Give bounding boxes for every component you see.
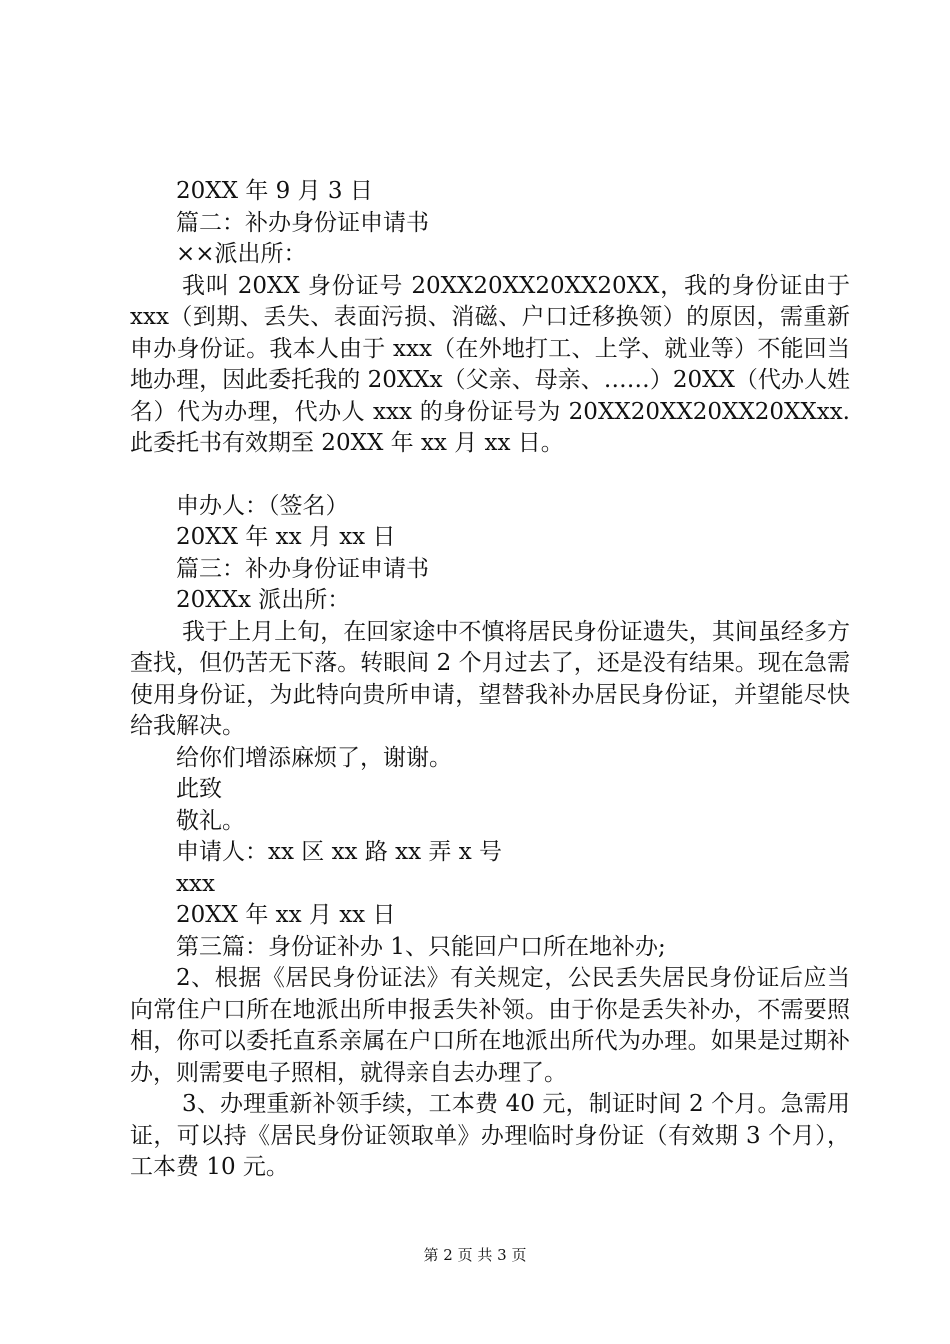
page-footer: 第 2 页 共 3 页 [423, 1246, 527, 1264]
applicant-address: 申请人：xx 区 xx 路 xx 弄 x 号 [176, 839, 502, 865]
date-line: 20XX 年 xx 月 xx 日 [176, 902, 396, 928]
section-heading: 篇二：补办身份证申请书 [176, 209, 429, 236]
date-line: 20XX 年 xx 月 xx 日 [176, 524, 396, 550]
body-paragraph: 2、根据《居民身份证法》有关规定，公民丢失居民身份证后应当向常住户口所在地派出所申报丢失补领。由于你是丢失补办，不需要照相，你可以委托直系亲属在户口所在地派出所代为办理。如果是过期补办，则需要电子照相，就得亲自去办理了。 [130, 965, 850, 1086]
addressee: ××派出所： [176, 241, 307, 267]
addressee: 20XXx 派出所： [176, 587, 351, 613]
blank-line [130, 460, 850, 491]
section-heading: 第三篇：身份证补办 1、只能回户口所在地补办; [176, 933, 666, 960]
thanks-line: 给你们增添麻烦了，谢谢。 [176, 744, 452, 771]
closing-line: 敬礼。 [176, 807, 245, 834]
body-paragraph: 我叫 20XX 身份证号 20XX20XX20XX20XX，我的身份证由于 xxx（到期、丢失、表面污损、消磁、户口迁移换领）的原因，需重新申办身份证。我本人由于 xxx（在外地打工、上学、就业等）不能回当地办理，因此委托我的 20XXx（父亲、母亲、……）20XX（代办人姓名）代为办理，代办人 xxx 的身份证号为 20XX20XX20XX20XXxx.此委托书有效期至 20XX 年 xx 月 xx 日。 [130, 272, 850, 456]
section-heading: 篇三：补办身份证申请书 [176, 555, 429, 582]
body-paragraph: 3、办理重新补领手续，工本费 40 元，制证时间 2 个月。急需用证，可以持《居民身份证领取单》办理临时身份证（有效期 3 个月），工本费 10 元。 [130, 1091, 850, 1180]
applicant-name: xxx [176, 870, 215, 897]
document-body [130, 176, 850, 1184]
body-paragraph: 我于上月上旬，在回家途中不慎将居民身份证遗失，其间虽经多方查找，但仍苦无下落。转眼间 2 个月过去了，还是没有结果。现在急需使用身份证，为此特向贵所申请，望替我补办居民身份证，并望能尽快给我解决。 [130, 618, 850, 739]
date-line: 20XX 年 9 月 3 日 [176, 178, 373, 204]
signature-line: 申办人：（签名） [176, 492, 349, 519]
closing-line: 此致 [176, 776, 222, 802]
